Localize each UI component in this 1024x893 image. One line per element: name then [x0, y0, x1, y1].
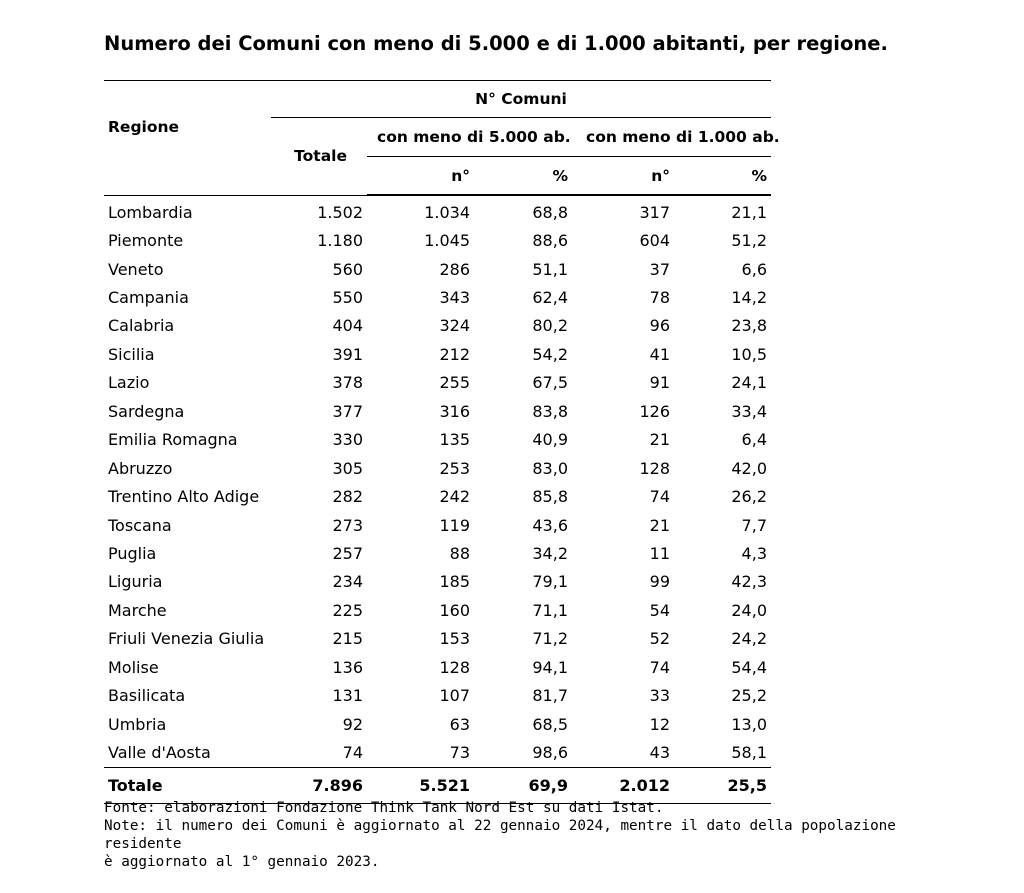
pct-1000-cell: 42,0 — [731, 458, 767, 478]
pct-1000-cell: 54,4 — [731, 657, 767, 677]
n-1000-cell: 37 — [649, 259, 670, 279]
table-row — [104, 196, 771, 227]
table-row — [104, 369, 771, 397]
region-cell: Marche — [108, 600, 167, 620]
header-n-5000: n° — [367, 157, 474, 195]
pct-1000-cell: 26,2 — [731, 487, 767, 507]
pct-5000-cell: 79,1 — [532, 572, 568, 592]
n-1000-cell: 12 — [649, 714, 670, 734]
region-cell: Emilia Romagna — [108, 430, 238, 450]
total-cell: 330 — [332, 430, 363, 450]
pct-1000-cell: 51,2 — [731, 231, 767, 251]
n-1000-cell: 99 — [649, 572, 670, 592]
region-cell: Sicilia — [108, 344, 155, 364]
n-5000-cell: 1.034 — [424, 202, 470, 222]
pct-5000-cell: 68,8 — [532, 202, 568, 222]
total-n-5000: 5.521 — [367, 767, 474, 803]
pct-5000-cell: 51,1 — [532, 259, 568, 279]
region-cell: Basilicata — [108, 686, 186, 706]
region-cell: Valle d'Aosta — [108, 743, 211, 763]
source-note: Fonte: elaborazioni Fondazione Think Tank Nord Est su dati Istat. — [104, 800, 664, 816]
total-cell: 377 — [332, 401, 363, 421]
n-5000-cell: 153 — [439, 629, 470, 649]
table-row — [104, 283, 771, 311]
total-cell: 257 — [332, 543, 363, 563]
pct-1000-cell: 24,1 — [731, 373, 767, 393]
header-sub1000: con meno di 1.000 ab. — [572, 118, 771, 157]
total-cell: 92 — [342, 714, 363, 734]
n-5000-cell: 107 — [439, 686, 470, 706]
n-5000-cell: 255 — [439, 373, 470, 393]
n-5000-cell: 119 — [439, 515, 470, 535]
total-cell: 131 — [332, 686, 363, 706]
comuni-table — [104, 80, 780, 804]
region-cell: Lazio — [108, 373, 150, 393]
pct-5000-cell: 88,6 — [532, 231, 568, 251]
total-pct-1000: 25,5 — [674, 767, 771, 803]
region-cell: Liguria — [108, 572, 163, 592]
region-cell: Piemonte — [108, 231, 184, 251]
n-5000-cell: 316 — [439, 401, 470, 421]
total-cell: 378 — [332, 373, 363, 393]
total-value: 7.896 — [271, 767, 367, 803]
n-1000-cell: 126 — [639, 401, 670, 421]
table-row — [104, 340, 771, 368]
table-row — [104, 426, 771, 454]
table-row — [104, 397, 771, 425]
total-cell: 74 — [342, 743, 363, 763]
pct-1000-cell: 6,6 — [741, 259, 767, 279]
region-cell: Trentino Alto Adige — [108, 487, 260, 507]
pct-5000-cell: 34,2 — [532, 543, 568, 563]
n-1000-cell: 604 — [639, 231, 670, 251]
pct-5000-cell: 54,2 — [532, 344, 568, 364]
total-cell: 273 — [332, 515, 363, 535]
pct-1000-cell: 4,3 — [741, 543, 767, 563]
table-row — [104, 710, 771, 738]
table-row — [104, 681, 771, 709]
pct-5000-cell: 71,2 — [532, 629, 568, 649]
n-5000-cell: 343 — [439, 288, 470, 308]
region-cell: Campania — [108, 288, 189, 308]
n-5000-cell: 212 — [439, 344, 470, 364]
pct-5000-cell: 85,8 — [532, 487, 568, 507]
table-row — [104, 482, 771, 510]
n-1000-cell: 41 — [649, 344, 670, 364]
n-5000-cell: 63 — [449, 714, 470, 734]
n-5000-cell: 73 — [449, 743, 470, 763]
region-cell: Veneto — [108, 259, 164, 279]
pct-1000-cell: 7,7 — [741, 515, 767, 535]
pct-5000-cell: 68,5 — [532, 714, 568, 734]
table-row — [104, 738, 771, 767]
total-cell: 391 — [332, 344, 363, 364]
region-cell: Molise — [108, 657, 159, 677]
total-cell: 234 — [332, 572, 363, 592]
n-5000-cell: 324 — [439, 316, 470, 336]
pct-5000-cell: 62,4 — [532, 288, 568, 308]
n-5000-cell: 286 — [439, 259, 470, 279]
pct-1000-cell: 10,5 — [731, 344, 767, 364]
table-body — [104, 196, 771, 768]
total-cell: 404 — [332, 316, 363, 336]
region-cell: Sardegna — [108, 401, 185, 421]
pct-1000-cell: 33,4 — [731, 401, 767, 421]
pct-1000-cell: 25,2 — [731, 686, 767, 706]
pct-1000-cell: 58,1 — [731, 743, 767, 763]
pct-1000-cell: 24,0 — [731, 600, 767, 620]
pct-5000-cell: 83,8 — [532, 401, 568, 421]
notes — [104, 799, 924, 871]
n-1000-cell: 52 — [649, 629, 670, 649]
n-1000-cell: 21 — [649, 430, 670, 450]
table-row — [104, 568, 771, 596]
total-cell: 560 — [332, 259, 363, 279]
pct-1000-cell: 6,4 — [741, 430, 767, 450]
region-cell: Abruzzo — [108, 458, 173, 478]
n-1000-cell: 78 — [649, 288, 670, 308]
header-pct-1000: % — [674, 157, 771, 195]
pct-1000-cell: 14,2 — [731, 288, 767, 308]
total-cell: 282 — [332, 487, 363, 507]
total-cell: 305 — [332, 458, 363, 478]
region-cell: Toscana — [108, 515, 172, 535]
pct-1000-cell: 42,3 — [731, 572, 767, 592]
table-row — [104, 653, 771, 681]
pct-5000-cell: 67,5 — [532, 373, 568, 393]
pct-1000-cell: 21,1 — [731, 202, 767, 222]
total-cell: 136 — [332, 657, 363, 677]
note-line-1: Note: il numero dei Comuni è aggiornato al 22 gennaio 2024, mentre il dato della popolazione residente — [104, 818, 896, 852]
header-total: Totale — [294, 147, 347, 166]
table-header — [104, 81, 780, 196]
total-cell: 225 — [332, 600, 363, 620]
n-1000-cell: 33 — [649, 686, 670, 706]
region-cell: Lombardia — [108, 202, 193, 222]
pct-1000-cell: 24,2 — [731, 629, 767, 649]
table-row — [104, 312, 771, 340]
n-1000-cell: 43 — [649, 743, 670, 763]
header-group: N° Comuni — [271, 81, 771, 118]
header-pct-5000: % — [474, 157, 572, 195]
total-n-1000: 2.012 — [572, 767, 674, 803]
pct-5000-cell: 71,1 — [532, 600, 568, 620]
total-cell: 1.502 — [317, 202, 363, 222]
pct-5000-cell: 43,6 — [532, 515, 568, 535]
pct-1000-cell: 23,8 — [731, 316, 767, 336]
n-5000-cell: 185 — [439, 572, 470, 592]
pct-5000-cell: 80,2 — [532, 316, 568, 336]
pct-5000-cell: 94,1 — [532, 657, 568, 677]
document-title: Numero dei Comuni con meno di 5.000 e di 1.000 abitanti, per regione. — [104, 32, 888, 55]
table-row — [104, 454, 771, 482]
n-1000-cell: 74 — [649, 487, 670, 507]
n-5000-cell: 242 — [439, 487, 470, 507]
total-pct-5000: 69,9 — [474, 767, 572, 803]
table-row — [104, 255, 771, 283]
pct-5000-cell: 98,6 — [532, 743, 568, 763]
n-1000-cell: 128 — [639, 458, 670, 478]
table-row — [104, 511, 771, 539]
n-1000-cell: 91 — [649, 373, 670, 393]
n-1000-cell: 11 — [649, 543, 670, 563]
n-1000-cell: 21 — [649, 515, 670, 535]
table-row — [104, 226, 771, 254]
note-line-2: è aggiornato al 1° gennaio 2023. — [104, 854, 380, 870]
n-5000-cell: 88 — [449, 543, 470, 563]
table-row — [104, 539, 771, 567]
n-5000-cell: 128 — [439, 657, 470, 677]
pct-5000-cell: 40,9 — [532, 430, 568, 450]
n-1000-cell: 96 — [649, 316, 670, 336]
total-row — [104, 767, 771, 803]
table-row — [104, 625, 771, 653]
pct-1000-cell: 13,0 — [731, 714, 767, 734]
n-5000-cell: 135 — [439, 430, 470, 450]
total-cell: 215 — [332, 629, 363, 649]
n-1000-cell: 317 — [639, 202, 670, 222]
region-cell: Puglia — [108, 543, 157, 563]
n-1000-cell: 74 — [649, 657, 670, 677]
total-cell: 550 — [332, 288, 363, 308]
region-cell: Umbria — [108, 714, 167, 734]
region-cell: Calabria — [108, 316, 175, 336]
n-1000-cell: 54 — [649, 600, 670, 620]
pct-5000-cell: 83,0 — [532, 458, 568, 478]
n-5000-cell: 160 — [439, 600, 470, 620]
table-row — [104, 596, 771, 624]
region-cell: Friuli Venezia Giulia — [108, 629, 265, 649]
total-label: Totale — [104, 767, 271, 803]
header-n-1000: n° — [572, 157, 674, 195]
n-5000-cell: 1.045 — [424, 231, 470, 251]
header-region: Regione — [104, 81, 271, 195]
pct-5000-cell: 81,7 — [532, 686, 568, 706]
header-sub5000: con meno di 5.000 ab. — [367, 118, 572, 157]
n-5000-cell: 253 — [439, 458, 470, 478]
total-cell: 1.180 — [317, 231, 363, 251]
